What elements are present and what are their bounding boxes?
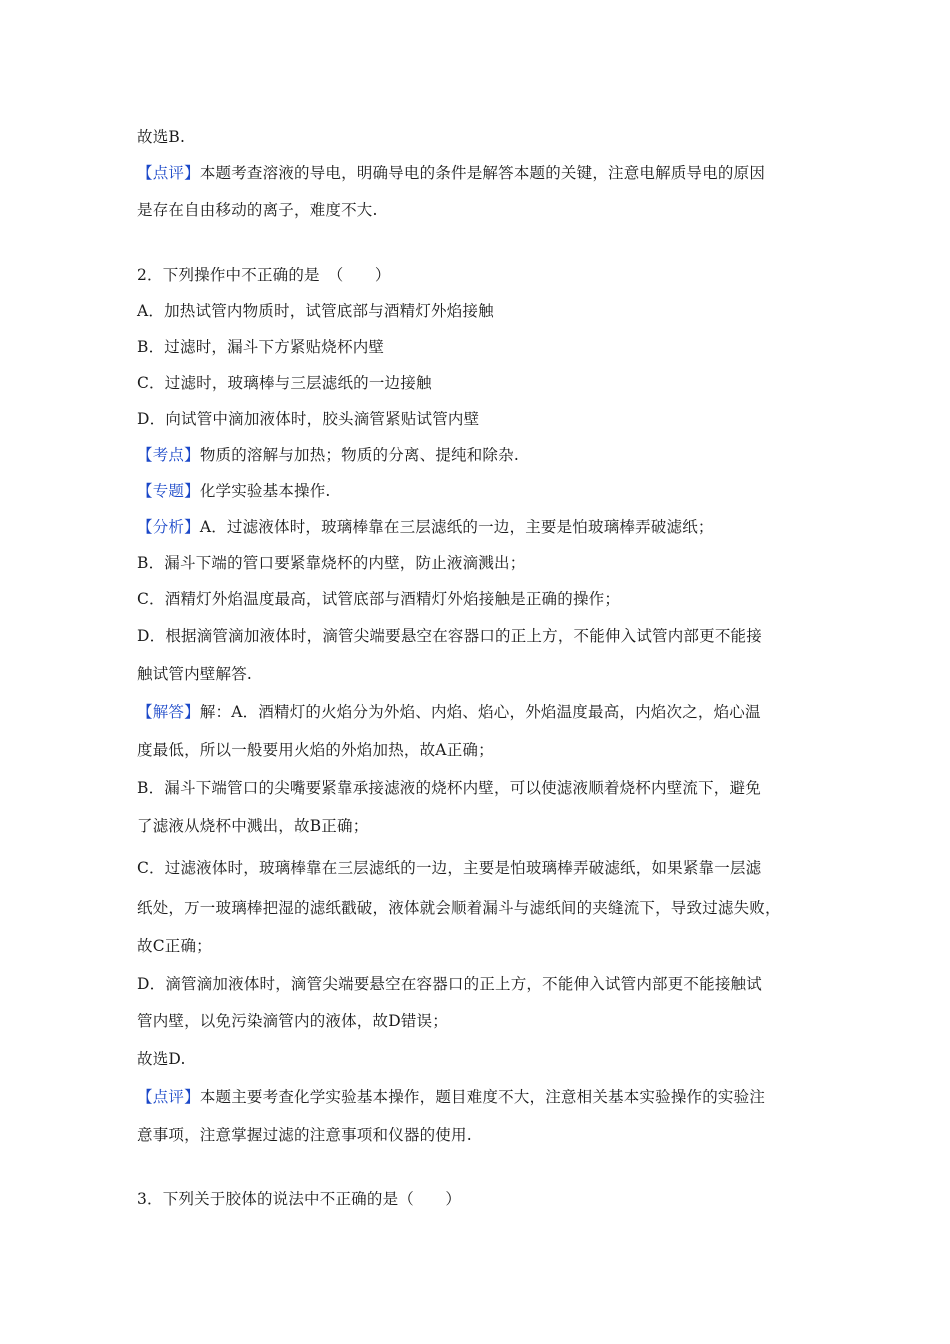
option-c: C．过滤时，玻璃棒与三层滤纸的一边接触 [137,374,432,392]
option-a: A．加热试管内物质时，试管底部与酒精灯外焰接触 [137,302,494,320]
text-line: B．漏斗下端管口的尖嘴要紧靠承接滤液的烧杯内壁，可以使滤液顺着烧杯内壁流下，避免 [137,779,761,797]
option-b: B．过滤时，漏斗下方紧贴烧杯内壁 [137,338,385,356]
text-line: 纸处，万一玻璃棒把湿的滤纸戳破，液体就会顺着漏斗与滤纸间的夹缝流下，导致过滤失败， [137,899,781,917]
review-paragraph-2: 【点评】本题主要考查化学实验基本操作，题目难度不大，注意相关基本实验操作的实验注 [137,1088,766,1106]
tag-jieda: 【解答】 [137,703,200,721]
tag-zhuanti: 【专题】 [137,482,200,500]
kaodian-paragraph: 【考点】物质的溶解与加热；物质的分离、提纯和除杂. [137,446,519,464]
text-line: 是存在自由移动的离子，难度不大. [137,201,378,219]
text-line: D．根据滴管滴加液体时，滴管尖端要悬空在容器口的正上方，不能伸入试管内部更不能接 [137,627,762,645]
tag-review: 【点评】 [137,1088,200,1106]
tag-fenxi: 【分析】 [137,518,200,536]
text-line: 故选D. [137,1050,186,1068]
text-line: 了滤液从烧杯中溅出，故B正确； [137,817,369,835]
text-line: C．过滤液体时，玻璃棒靠在三层滤纸的一边，主要是怕玻璃棒弄破滤纸，如果紧靠一层滤 [137,859,762,877]
text-line: C．酒精灯外焰温度最高，试管底部与酒精灯外焰接触是正确的操作； [137,590,621,608]
review-paragraph: 【点评】本题考查溶液的导电，明确导电的条件是解答本题的关键，注意电解质导电的原因 [137,164,766,182]
fenxi-paragraph: 【分析】A．过滤液体时，玻璃棒靠在三层滤纸的一边，主要是怕玻璃棒弄破滤纸； [137,518,714,536]
text-line: 度最低，所以一般要用火焰的外焰加热，故A正确； [137,741,494,759]
option-d: D．向试管中滴加液体时，胶头滴管紧贴试管内壁 [137,410,480,428]
question-2-title: 2．下列操作中不正确的是 （ ） [137,266,391,284]
text-line: D．滴管滴加液体时，滴管尖端要悬空在容器口的正上方，不能伸入试管内部更不能接触试 [137,975,762,993]
text-line: B．漏斗下端的管口要紧靠烧杯的内壁，防止液滴溅出； [137,554,526,572]
text-line: 故选B. [137,128,186,146]
question-3-title: 3．下列关于胶体的说法中不正确的是（ ） [137,1190,462,1208]
tag-kaodian: 【考点】 [137,446,200,464]
text-line: 意事项，注意掌握过滤的注意事项和仪器的使用. [137,1126,472,1144]
jieda-paragraph: 【解答】解：A．酒精灯的火焰分为外焰、内焰、焰心，外焰温度最高，内焰次之，焰心温 [137,703,761,721]
text-line: 触试管内壁解答. [137,665,253,683]
tag-review: 【点评】 [137,164,200,182]
text-line: 管内壁，以免污染滴管内的液体，故D错误； [137,1012,448,1030]
zhuanti-paragraph: 【专题】化学实验基本操作. [137,482,331,500]
text-line: 故C正确； [137,937,212,955]
